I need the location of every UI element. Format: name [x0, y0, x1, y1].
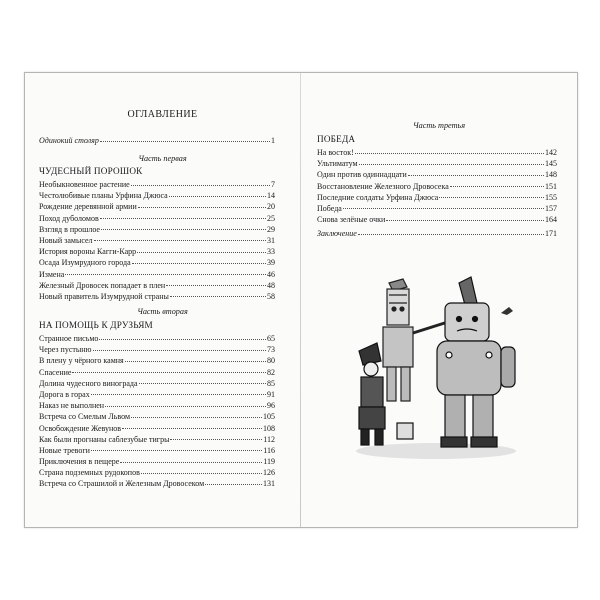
entry-title: Ультиматум — [317, 159, 358, 169]
leader-dots — [100, 218, 266, 219]
part3-heading: ПОБЕДА — [317, 134, 356, 144]
toc-entry[interactable] — [39, 434, 275, 445]
toc-entry[interactable] — [39, 478, 275, 489]
entry-title: Как были прогнаны саблезубые тигры — [39, 434, 170, 444]
toc-entry[interactable] — [317, 192, 557, 203]
toc-entry[interactable] — [317, 203, 557, 214]
entry-page: 142 — [545, 148, 557, 157]
entry-title: Новый замысел — [39, 235, 93, 245]
toc-entry[interactable] — [39, 400, 275, 411]
entry-title: История вороны Кагги-Карр — [39, 247, 137, 257]
toc-entry[interactable] — [39, 269, 275, 280]
toc-entry[interactable] — [317, 147, 557, 158]
epilogue-list — [317, 228, 557, 239]
leader-dots — [105, 406, 266, 407]
leader-dots — [355, 153, 544, 154]
entry-page: 46 — [267, 269, 275, 279]
leader-dots — [99, 339, 266, 340]
entry-page: 58 — [267, 291, 275, 301]
toc-entry[interactable] — [39, 411, 275, 422]
leader-dots — [170, 296, 266, 297]
entry-page: 7 — [271, 180, 275, 189]
entry-page: 171 — [545, 229, 557, 238]
entry-page: 151 — [545, 181, 557, 191]
toc-entry[interactable] — [39, 246, 275, 257]
entry-title: Необыкновенное растение — [39, 180, 130, 189]
entry-title: Один против одиннадцати — [317, 170, 407, 180]
entry-title: Железный Дровосек попадает в плен — [39, 280, 166, 290]
leader-dots — [169, 196, 266, 197]
entry-page: 126 — [263, 468, 275, 478]
leader-dots — [91, 450, 262, 451]
right-page — [301, 73, 577, 527]
bird — [501, 307, 513, 315]
toc-entry[interactable] — [39, 213, 275, 224]
leader-dots — [72, 372, 266, 373]
entry-title: Взгляд в прошлое — [39, 224, 100, 234]
entry-title: Рождение деревянной армии — [39, 202, 137, 212]
entry-title: Новые тревоги — [39, 445, 90, 455]
part3-label: Часть третья — [412, 121, 466, 130]
entry-page: 82 — [267, 367, 275, 377]
leader-dots — [125, 361, 266, 362]
leader-dots — [141, 473, 262, 474]
part1-label: Часть первая — [138, 154, 187, 163]
toc-entry[interactable] — [39, 235, 275, 246]
book-spread — [24, 72, 578, 528]
entry-title: Снова зелёные очки — [317, 215, 386, 225]
toc-entry[interactable] — [39, 333, 275, 344]
part2-heading: НА ПОМОЩЬ К ДРУЗЬЯМ — [39, 320, 153, 330]
entry-page: 80 — [267, 356, 275, 366]
part3-entries — [317, 147, 557, 225]
leader-dots — [166, 285, 266, 286]
entry-title: Восстановление Железного Дровосека — [317, 181, 449, 191]
leader-dots — [94, 240, 266, 241]
left-page — [25, 73, 300, 527]
toc-entry[interactable] — [317, 214, 557, 225]
leader-dots — [122, 428, 262, 429]
entry-title: Приключения в пещере — [39, 457, 120, 467]
entry-title: Странное письмо — [39, 334, 99, 343]
entry-title: Честолюбивые планы Урфина Джюса — [39, 191, 168, 201]
entry-title: Долина чудесного винограда — [39, 378, 138, 388]
leader-dots — [205, 484, 262, 485]
entry-page: 157 — [545, 203, 557, 213]
leader-dots — [439, 197, 544, 198]
entry-page: 91 — [267, 389, 275, 399]
entry-page: 96 — [267, 401, 275, 411]
toc-entry[interactable] — [39, 224, 275, 235]
part1-heading: ЧУДЕСНЫЙ ПОРОШОК — [39, 166, 143, 176]
toc-entry[interactable] — [39, 378, 275, 389]
part1-entries — [39, 179, 275, 302]
entry-page: 1 — [271, 136, 275, 145]
leader-dots — [138, 207, 266, 208]
entry-page: 73 — [267, 345, 275, 355]
entry-page: 131 — [263, 479, 275, 489]
entry-title: Встреча со Страшилой и Железным Дровосеком — [39, 479, 205, 489]
toc-entry[interactable] — [39, 355, 275, 366]
entry-page: 29 — [267, 224, 275, 234]
entry-page: 155 — [545, 192, 557, 202]
toc-entry[interactable] — [39, 179, 275, 190]
entry-title: Новый правитель Изумрудной страны — [39, 291, 169, 301]
entry-title: Победа — [317, 203, 342, 213]
leader-dots — [139, 383, 266, 384]
toc-entry[interactable] — [317, 169, 557, 180]
entry-page: 48 — [267, 280, 275, 290]
entry-page: 85 — [267, 378, 275, 388]
leader-dots — [358, 234, 544, 235]
toc-entry[interactable] — [317, 158, 557, 169]
toc-entry-prologue[interactable] — [39, 135, 275, 146]
leader-dots — [101, 229, 266, 230]
entry-title: Одинокий столяр — [39, 136, 99, 145]
leader-dots — [170, 439, 262, 440]
leader-dots — [386, 220, 544, 221]
toc-entry-epilogue[interactable] — [317, 228, 557, 239]
part2-entries — [39, 333, 275, 490]
entry-title: Встреча со Смелым Львом — [39, 412, 131, 422]
toc-entry[interactable] — [39, 257, 275, 268]
leader-dots — [65, 274, 266, 275]
entry-page: 112 — [263, 434, 275, 444]
leader-dots — [100, 141, 270, 142]
leader-dots — [408, 175, 544, 176]
entry-title: На восток! — [317, 148, 354, 157]
entry-title: Заключение — [317, 229, 357, 238]
toc-entry[interactable] — [39, 456, 275, 467]
leader-dots — [93, 350, 266, 351]
entry-title: Страна подземных рудокопов — [39, 468, 140, 478]
entry-title: Поход дуболомов — [39, 213, 99, 223]
entry-title: Спасение — [39, 367, 72, 377]
part2-label: Часть вторая — [137, 307, 188, 316]
prologue-list — [39, 135, 275, 146]
entry-page: 108 — [263, 423, 275, 433]
entry-page: 119 — [263, 457, 275, 467]
leader-dots — [137, 252, 266, 253]
toc-entry[interactable] — [39, 423, 275, 434]
book-illustration — [341, 273, 521, 463]
toc-entry[interactable] — [39, 201, 275, 212]
entry-title: Освобождение Жевунов — [39, 423, 122, 433]
entry-page: 14 — [267, 191, 275, 201]
entry-page: 116 — [263, 445, 275, 455]
toc-entry[interactable] — [39, 344, 275, 355]
entry-page: 25 — [267, 213, 275, 223]
entry-page: 20 — [267, 202, 275, 212]
toc-entry[interactable] — [39, 291, 275, 302]
toc-title: ОГЛАВЛЕНИЕ — [127, 109, 198, 120]
entry-page: 164 — [545, 215, 557, 225]
leader-dots — [120, 462, 262, 463]
entry-title: Наказ не выполнен — [39, 401, 105, 411]
entry-page: 33 — [267, 247, 275, 257]
entry-page: 145 — [545, 159, 557, 169]
entry-title: Последние солдаты Урфина Джюса — [317, 192, 439, 202]
tin-woodman — [437, 277, 515, 447]
toc-entry[interactable] — [39, 280, 275, 291]
leader-dots — [131, 185, 270, 186]
toc-entry[interactable] — [39, 467, 275, 478]
entry-page: 148 — [545, 170, 557, 180]
entry-title: Измена — [39, 269, 65, 279]
toc-entry[interactable] — [317, 181, 557, 192]
leader-dots — [91, 394, 266, 395]
leader-dots — [343, 208, 544, 209]
entry-page: 39 — [267, 258, 275, 268]
leader-dots — [359, 164, 544, 165]
toc-entry[interactable] — [39, 367, 275, 378]
entry-title: Дорога в горах — [39, 389, 90, 399]
entry-page: 65 — [267, 334, 275, 343]
entry-page: 105 — [263, 412, 275, 422]
toc-entry[interactable] — [39, 445, 275, 456]
toc-entry[interactable] — [39, 190, 275, 201]
toc-entry[interactable] — [39, 389, 275, 400]
entry-title: Осада Изумрудного города — [39, 258, 131, 268]
entry-title: Через пустыню — [39, 345, 92, 355]
entry-page: 31 — [267, 235, 275, 245]
entry-title: В плену у чёрного камня — [39, 356, 124, 366]
leader-dots — [132, 263, 266, 264]
leader-dots — [450, 186, 544, 187]
leader-dots — [131, 417, 262, 418]
